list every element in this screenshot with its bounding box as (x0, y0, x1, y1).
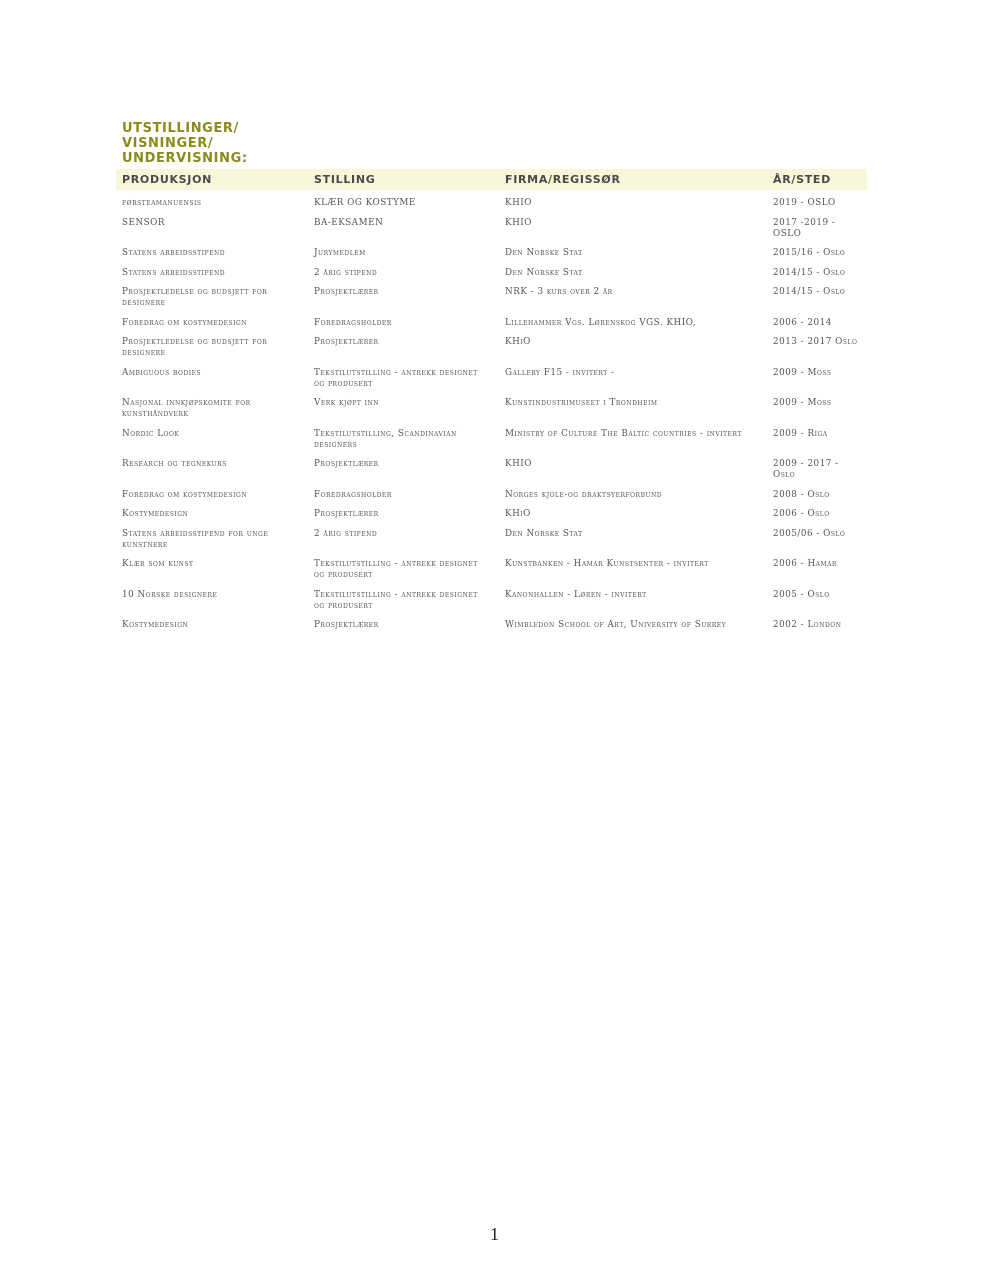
cell-stilling: Tekstilutstilling - antrekk designet og produsert (314, 559, 478, 580)
cell-produksjon: SENSOR (122, 217, 166, 228)
table-row (116, 615, 867, 635)
cell-stilling: BA-EKSAMEN (314, 217, 384, 228)
cell-ar-sted: 2015/16 - Oslo (773, 248, 846, 258)
cell-ar-sted: 2008 - Oslo (773, 489, 830, 500)
cell-firma: Kunstbanken - Hamar Kunstsenter - invitert (505, 559, 709, 569)
cell-firma: KHiO (505, 337, 531, 347)
cell-stilling: Foredragsholder (314, 317, 392, 328)
table-row (116, 454, 867, 485)
cell-ar-sted: 2009 - Moss (773, 367, 832, 378)
cell-firma: KHiO (505, 509, 531, 519)
cell-firma: KHIO (505, 217, 532, 228)
cell-firma: Lillehammer Vgs. Lørenskog VGS. KHIO, (505, 317, 697, 328)
table-row (116, 263, 867, 283)
cell-produksjon: 10 Norske designere (122, 589, 218, 600)
cell-firma: KHIO (505, 198, 532, 208)
table-row (116, 393, 867, 424)
cell-produksjon: Foredrag om kostymedesign (122, 489, 248, 500)
column-header-produksjon: PRODUKSJON (122, 173, 213, 186)
cv-table-container (116, 169, 867, 635)
cell-produksjon: Prosjektledelse og budsjett for designere (122, 337, 268, 358)
cell-stilling: Verk kjøpt inn (314, 398, 380, 408)
table-row (116, 282, 867, 313)
cell-ar-sted: 2005 - Oslo (773, 589, 830, 600)
cell-stilling: Prosjektlærer (314, 509, 379, 519)
cell-produksjon: Ambiguous bodies (122, 367, 202, 378)
cell-produksjon: Foredrag om kostymedesign (122, 317, 248, 328)
cell-produksjon: Klær som kunst (122, 559, 194, 569)
table-row (116, 363, 867, 394)
cell-stilling: 2 årig stipend (314, 267, 378, 278)
cell-firma: KHIO (505, 459, 532, 469)
cell-produksjon: Nordic Look (122, 428, 180, 439)
table-row (116, 585, 867, 616)
column-header-ar-sted: ÅR/STED (773, 173, 831, 186)
cell-ar-sted: 2009 - Moss (773, 398, 832, 408)
table-row (116, 424, 867, 455)
table-row (116, 485, 867, 505)
cell-firma: Gallery F15 - invitert - (505, 367, 615, 378)
cell-stilling: Prosjektlærer (314, 337, 379, 347)
cell-stilling: KLÆR OG KOSTYME (314, 198, 416, 208)
cell-ar-sted: 2014/15 - Oslo (773, 287, 846, 297)
cell-firma: Kanonhallen - Løren - invitert (505, 589, 647, 600)
cell-ar-sted: 2006 - Hamar (773, 559, 837, 569)
cell-stilling: Foredragsholder (314, 489, 392, 500)
cell-ar-sted: 2009 - Riga (773, 428, 828, 439)
cell-produksjon: førsteamanuensis (122, 198, 202, 208)
cell-produksjon: Nasjonal innkjøpskomite for kunsthåndverk (122, 398, 251, 419)
section-title-line: UNDERVISNING: (122, 151, 248, 166)
column-header-stilling: STILLING (314, 173, 376, 186)
cell-produksjon: Kostymedesign (122, 509, 189, 519)
table-body (116, 190, 867, 635)
cell-produksjon: Statens arbeidsstipend (122, 248, 226, 258)
cell-ar-sted: 2017 -2019 - OSLO (773, 217, 836, 239)
table-row (116, 243, 867, 263)
cell-stilling: Prosjektlærer (314, 620, 379, 630)
cell-produksjon: Prosjektledelse og budsjett for designere (122, 287, 268, 308)
cell-produksjon: Statens arbeidsstipend (122, 267, 226, 278)
cell-firma: Norges kjole-og draktsyerforbund (505, 489, 663, 500)
cell-ar-sted: 2006 - 2014 (773, 317, 832, 328)
cell-produksjon: Kostymedesign (122, 620, 189, 630)
cell-ar-sted: 2019 - OSLO (773, 198, 836, 208)
table-row (116, 504, 867, 524)
table-row (116, 313, 867, 333)
cell-firma: NRK - 3 kurs over 2 år (505, 287, 613, 297)
cell-stilling: 2 årig stipend (314, 528, 378, 539)
cell-ar-sted: 2014/15 - Oslo (773, 267, 846, 278)
cell-stilling: Tekstilutstilling - antrekk designet og produsert (314, 367, 478, 389)
section-title (122, 121, 322, 166)
cell-stilling: Tekstilutstilling, Scandinavian designers (314, 428, 457, 450)
cell-ar-sted: 2005/06 - Oslo (773, 528, 846, 539)
cell-firma: Wimbledon School of Art, University of Surrey (505, 620, 727, 630)
section-title-line: VISNINGER/ (122, 136, 214, 151)
cell-firma: Den Norske Stat (505, 267, 583, 278)
table-row (116, 524, 867, 555)
table-row (116, 190, 867, 213)
table-header-row (116, 169, 867, 190)
cv-table (116, 169, 867, 635)
page-number: 1 (490, 1224, 499, 1244)
section-title-line: UTSTILLINGER/ (122, 121, 239, 136)
cell-firma: Den Norske Stat (505, 248, 583, 258)
table-row (116, 332, 867, 363)
cell-stilling: Prosjektlærer (314, 287, 379, 297)
cell-ar-sted: 2013 - 2017 Oslo (773, 337, 858, 347)
cell-firma: Ministry of Culture The Baltic countries - invitert (505, 428, 742, 439)
column-header-firma: FIRMA/REGISSØR (505, 173, 621, 186)
cell-stilling: Prosjektlærer (314, 459, 379, 469)
cell-firma: Den Norske Stat (505, 528, 583, 539)
table-row (116, 554, 867, 585)
cell-ar-sted: 2009 - 2017 - Oslo (773, 459, 839, 480)
cell-stilling: Tekstilutstilling - antrekk designet og produsert (314, 589, 478, 611)
cell-produksjon: Statens arbeidsstipend for unge kunstnere (122, 528, 269, 550)
cell-stilling: Jurymedlem (314, 248, 366, 258)
cell-ar-sted: 2002 - London (773, 620, 842, 630)
cell-produksjon: Research og tegnekurs (122, 459, 227, 469)
cell-firma: Kunstindustrimuseet i Trondheim (505, 398, 658, 408)
table-row (116, 213, 867, 244)
cell-ar-sted: 2006 - Oslo (773, 509, 830, 519)
